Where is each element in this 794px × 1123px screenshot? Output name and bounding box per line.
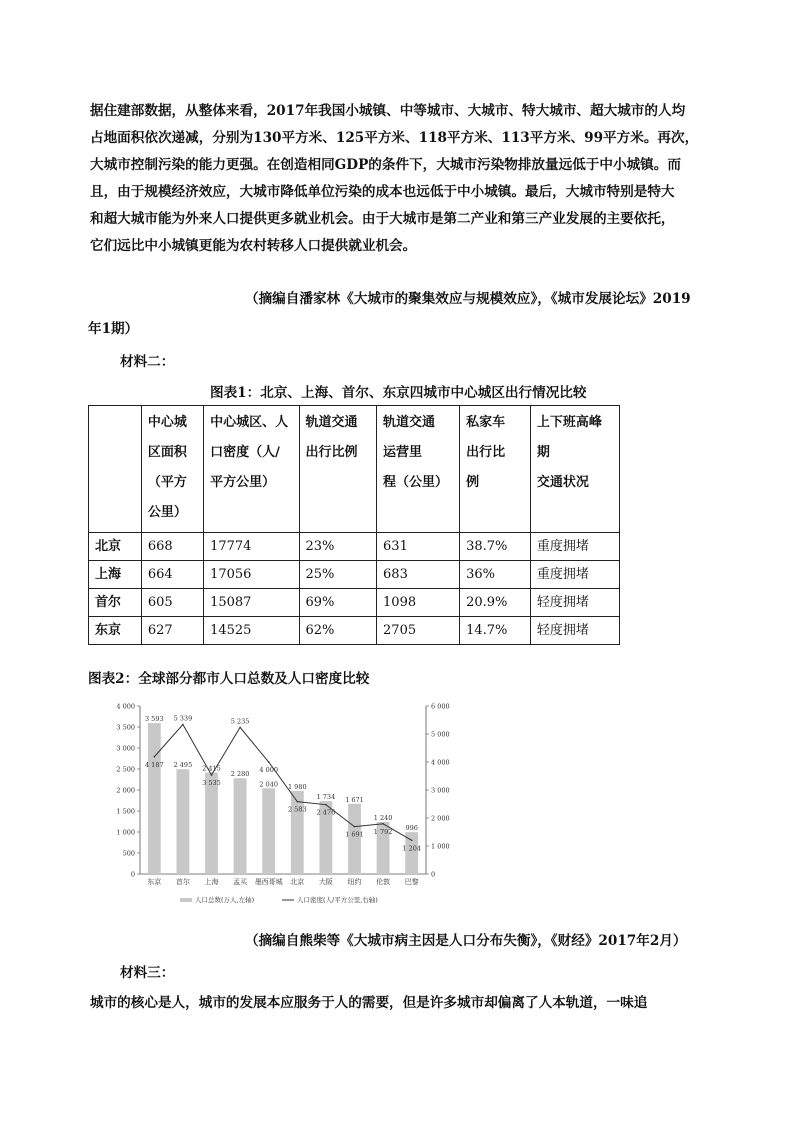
right-tick-label: 5 000: [431, 730, 450, 739]
table-header-cell: [460, 406, 531, 533]
table-cell: 轻度拥堵: [530, 589, 619, 617]
material1-paragraph: [90, 98, 706, 260]
density-point: [154, 756, 156, 758]
density-point: [354, 826, 356, 828]
table-cell: 14.7%: [460, 617, 531, 645]
bar: [405, 832, 418, 874]
bar: [348, 804, 361, 874]
table-cell: 683: [377, 561, 460, 589]
legend-bar-label: 人口总数(万人,左轴): [195, 896, 255, 904]
city-cell: 北京: [89, 533, 142, 561]
table-row: [89, 533, 620, 561]
table-cell: 62%: [299, 617, 377, 645]
left-tick-label: 500: [122, 849, 135, 858]
table-cell: 668: [141, 533, 203, 561]
bar-value-label: 2 040: [259, 780, 279, 789]
right-tick-label: 1 000: [431, 842, 450, 851]
header-text: 出行比例: [305, 445, 358, 460]
bar-value-label: 2 415: [202, 764, 221, 773]
x-tick-label: 上海: [204, 878, 219, 886]
bar: [234, 778, 247, 874]
bar: [262, 788, 275, 874]
right-tick-label: 4 000: [431, 758, 450, 767]
density-line: [154, 725, 411, 841]
text-line: 它们远比中小城镇更能为农村转移人口提供就业机会。: [90, 238, 417, 254]
material1-source-line1: （摘编自潘家林《大城市的聚集效应与规模效应》，《城市发展论坛》2019: [245, 291, 691, 307]
text-line: 城市的核心是人，城市的发展本应服务于人的需要，但是许多城市却偏离了人本轨道，一味追: [90, 995, 648, 1011]
table-cell: 17056: [204, 561, 299, 589]
material1-source-line2: 年1期）: [88, 321, 139, 337]
left-tick-label: 0: [130, 870, 135, 879]
table-cell: 631: [377, 533, 460, 561]
density-point: [182, 724, 184, 726]
x-tick-label: 北京: [290, 878, 305, 886]
header-text: 上下班高峰期: [536, 415, 602, 460]
header-text: 区面积: [147, 445, 187, 460]
x-tick-label: 墨西哥城: [254, 878, 283, 886]
table-cell: 25%: [299, 561, 377, 589]
bar-value-label: 1 980: [287, 782, 307, 791]
header-text: 公里）: [147, 505, 187, 520]
density-value-label: 1 204: [402, 844, 422, 853]
left-tick-label: 2 500: [116, 765, 135, 774]
header-text: 口密度（人/: [210, 445, 280, 460]
table-cell: 664: [141, 561, 203, 589]
density-value-label: 3 535: [202, 779, 221, 788]
right-tick-label: 2 000: [431, 814, 450, 823]
text-line: 大城市控制污染的能力更强。在创造相同GDP的条件下，大城市污染物排放量远低于中小城镇。而: [90, 157, 681, 173]
density-point: [268, 761, 270, 763]
legend-bar-swatch: [180, 898, 192, 902]
density-point: [211, 774, 213, 776]
table-cell: 2705: [377, 617, 460, 645]
population-chart: [110, 698, 470, 912]
density-value-label: 2 476: [316, 808, 336, 817]
table-header-cell: [377, 406, 460, 533]
right-tick-label: 6 000: [431, 702, 450, 711]
text-line: 据住建部数据，从整体来看，2017年我国小城镇、中等城市、大城市、特大城市、超大城市的人均: [90, 103, 686, 119]
x-tick-label: 伦敦: [376, 878, 391, 886]
header-text: 出行比: [466, 445, 506, 460]
header-text: 私家车: [466, 415, 506, 430]
chart-caption: 图表2：全球部分都市人口总数及人口密度比较: [88, 671, 370, 687]
bar: [291, 791, 304, 874]
header-text: 平方公里）: [210, 475, 276, 490]
table-header-cell: [530, 406, 619, 533]
table-cell: 重度拥堵: [530, 533, 619, 561]
header-text: 中心城区、人: [210, 415, 289, 430]
bar: [148, 723, 161, 874]
right-tick-label: 3 000: [431, 786, 450, 795]
bar: [205, 773, 218, 874]
text-line: 和超大城市能为外来人口提供更多就业机会。由于大城市是第二产业和第三产业发展的主要依托，: [90, 211, 675, 227]
bar-value-label: 1 734: [316, 793, 336, 802]
text-line: 且，由于规模经济效应，大城市降低单位污染的成本也远低于中小城镇。最后，大城市特别是特大: [90, 184, 675, 200]
table-row: [89, 617, 620, 645]
left-tick-label: 2 000: [116, 786, 135, 795]
header-text: 中心城: [147, 415, 187, 430]
left-tick-label: 4 000: [116, 702, 135, 711]
bar-value-label: 2 495: [173, 761, 193, 770]
material3-label: 材料三：: [120, 965, 175, 981]
density-value-label: 5 339: [173, 714, 193, 723]
density-value-label: 1 792: [373, 827, 393, 836]
density-point: [382, 823, 384, 825]
header-text: （平方: [147, 475, 187, 490]
table-cell: 20.9%: [460, 589, 531, 617]
header-text: 运营里: [383, 445, 423, 460]
table-cell: 1098: [377, 589, 460, 617]
legend-line-label: 人口密度(人/平方公里,右轴): [297, 896, 378, 904]
table-cell: 重度拥堵: [530, 561, 619, 589]
left-tick-label: 3 000: [116, 744, 135, 753]
city-cell: 上海: [89, 561, 142, 589]
bar-value-label: 3 593: [144, 715, 164, 724]
left-tick-label: 1 500: [116, 807, 135, 816]
density-point: [325, 804, 327, 806]
material2-label: 材料二：: [120, 354, 175, 370]
density-value-label: 4 187: [144, 760, 164, 769]
table-cell: 17774: [204, 533, 299, 561]
table-body: [89, 533, 620, 645]
table-cell: 627: [141, 617, 203, 645]
table-cell: 69%: [299, 589, 377, 617]
header-text: 轨道交通: [383, 415, 436, 430]
table-header-cell: [89, 406, 142, 533]
table-header-cell: [141, 406, 203, 533]
bar: [176, 769, 189, 874]
bar-value-label: 1 240: [373, 813, 393, 822]
table-cell: 23%: [299, 533, 377, 561]
density-value-label: 4 000: [259, 766, 279, 774]
table-cell: 轻度拥堵: [530, 617, 619, 645]
table-cell: 36%: [460, 561, 531, 589]
chart-source: （摘编自熊柴等《大城市病主因是人口分布失衡》，《财经》2017年2月）: [245, 933, 687, 949]
city-cell: 东京: [89, 617, 142, 645]
left-tick-label: 1 000: [116, 828, 135, 837]
bar-value-label: 2 280: [230, 770, 250, 779]
header-text: 交通状况: [536, 475, 589, 490]
density-value-label: 1 691: [345, 830, 364, 839]
density-point: [239, 727, 241, 729]
x-tick-label: 纽约: [347, 878, 362, 886]
bar-value-label: 1 671: [345, 795, 364, 804]
x-tick-label: 东京: [147, 878, 162, 886]
header-text: 轨道交通: [305, 415, 358, 430]
density-point: [297, 801, 299, 803]
header-text: 例: [466, 475, 480, 490]
table-cell: 15087: [204, 589, 299, 617]
city-cell: 首尔: [89, 589, 142, 617]
header-text: 程（公里）: [383, 475, 449, 490]
bar-value-label: 996: [405, 824, 418, 833]
material3-paragraph: [90, 990, 706, 1017]
table-header-cell: [299, 406, 377, 533]
table-cell: 38.7%: [460, 533, 531, 561]
x-tick-label: 孟买: [233, 878, 248, 886]
density-point: [411, 839, 413, 841]
table-header-cell: [204, 406, 299, 533]
table-row: [89, 589, 620, 617]
density-value-label: 2 583: [287, 805, 307, 814]
table-row: [89, 561, 620, 589]
density-value-label: 5 235: [230, 717, 250, 726]
x-tick-label: 首尔: [175, 878, 190, 886]
comparison-table: [88, 405, 620, 645]
table-cell: 14525: [204, 617, 299, 645]
x-tick-label: 巴黎: [404, 878, 419, 886]
x-tick-label: 大阪: [318, 878, 333, 886]
right-tick-label: 0: [431, 870, 436, 879]
table-header-row: [89, 406, 620, 533]
left-tick-label: 3 500: [116, 723, 135, 732]
text-line: 占地面积依次递减，分别为130平方米、125平方米、118平方米、113平方米、99平方米。再次，: [90, 130, 699, 146]
table-cell: 605: [141, 589, 203, 617]
table-caption: 图表1：北京、上海、首尔、东京四城市中心城区出行情况比较: [210, 385, 587, 401]
